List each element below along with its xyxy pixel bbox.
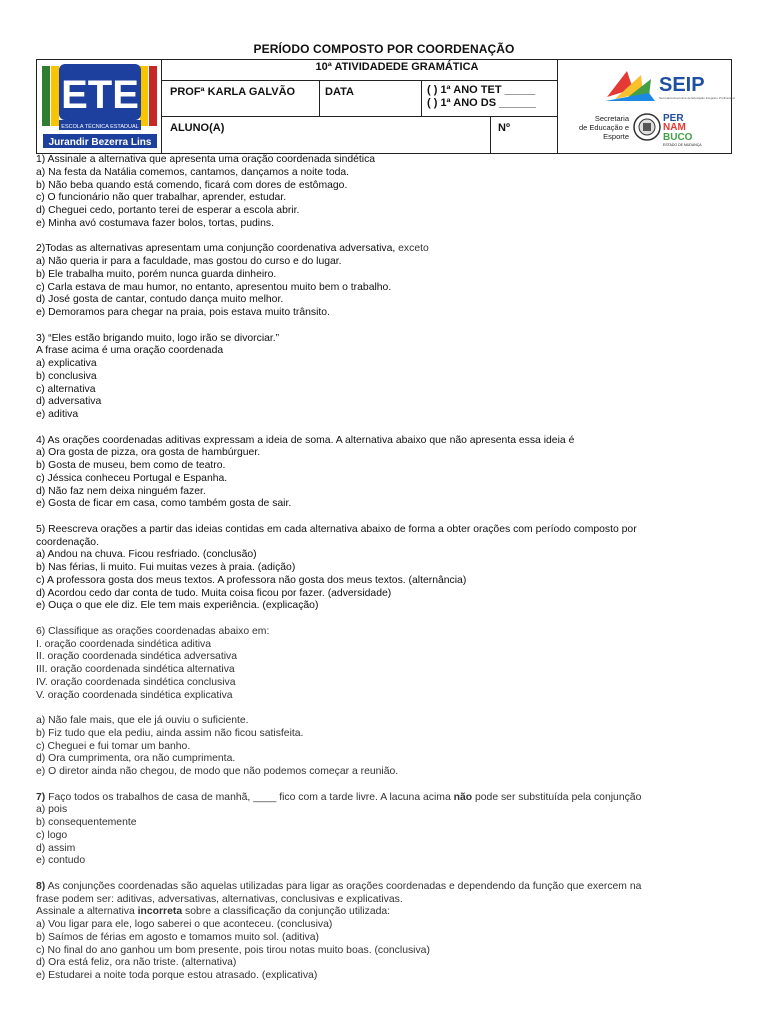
question-stem: 2)Todas as alternativas apresentam uma conjunção coordenativa adversativa, exceto	[36, 243, 429, 255]
ete-acronym: ETE	[61, 73, 139, 117]
option[interactable]: b) Não beba quando está comendo, ficará com dores de estômago.	[36, 179, 348, 191]
question-6	[36, 626, 736, 703]
state-motto: ESTADO DE MUDANÇA	[663, 143, 702, 147]
option[interactable]: a) Não fale mais, que ele já ouviu o suficiente.	[36, 715, 249, 726]
option[interactable]: e) aditiva	[36, 409, 79, 420]
option[interactable]: d) Ora cumprimenta, ora não cumprimenta.	[36, 753, 236, 765]
question-stem: 7) Faço todos os trabalhos de casa de manhã, ____ fico com a tarde livre. A lacuna acima não pode ser substituída pela conjunção	[36, 791, 642, 803]
option[interactable]: d) Não faz nem deixa ninguém fazer.	[36, 485, 206, 497]
option[interactable]: c) Cheguei e fui tomar um banho.	[36, 740, 191, 752]
option[interactable]: b) conclusiva	[36, 370, 97, 382]
option[interactable]: e) Demoramos para chegar na praia, pois estava muito trânsito.	[36, 307, 330, 318]
question-6-items	[36, 715, 736, 779]
option[interactable]: a) Vou ligar para ele, logo saberei o que aconteceu. (conclusiva)	[36, 919, 333, 930]
option[interactable]: e) Estudarei a noite toda porque estou atrasado. (explicativa)	[36, 970, 318, 981]
option[interactable]: a) Não queria ir para a faculdade, mas gostou do curso e do lugar.	[36, 256, 342, 267]
option[interactable]: a) Na festa da Natália comemos, cantamos, dançamos a noite toda.	[36, 166, 350, 178]
student-label: ALUNO(A)	[170, 122, 225, 134]
option[interactable]: a) Ora gosta de pizza, ora gosta de hambúrguer.	[36, 447, 261, 459]
state-seal-icon	[634, 114, 660, 140]
option[interactable]: e) Minha avó costumava fazer bolos, tortas, pudins.	[36, 217, 274, 229]
option[interactable]: a) explicativa	[36, 358, 97, 369]
option[interactable]: c) Jéssica conheceu Portugal e Espanha.	[36, 472, 228, 484]
question-8	[36, 881, 736, 983]
teacher-name: PROFª KARLA GALVÃO	[170, 86, 296, 98]
question-instruction: Assinale a alternativa incorreta sobre a classificação da conjunção utilizada:	[36, 906, 391, 918]
option[interactable]: e) Gosta de ficar em casa, como também gosta de sair.	[36, 498, 292, 510]
secretaria-line1: Secretaria	[594, 114, 629, 123]
class-option-ds[interactable]: ( ) 1ª ANO DS ______	[427, 97, 536, 109]
classification-type: I. oração coordenada sindética aditiva	[36, 638, 212, 650]
number-label: Nº	[498, 122, 510, 134]
question-emphasis: não	[453, 791, 473, 803]
page-title: PERÍODO COMPOSTO POR COORDENAÇÃO	[253, 42, 515, 56]
seip-book-icon	[605, 71, 655, 101]
state-line1: PER	[663, 113, 684, 124]
question-list	[36, 154, 736, 996]
class-option-tet[interactable]: ( ) 1ª ANO TET _____	[427, 84, 536, 96]
option[interactable]: c) O funcionário não quer trabalhar, aprender, estudar.	[36, 192, 287, 204]
option[interactable]: a) pois	[36, 804, 68, 816]
option[interactable]: c) A professora gosta dos meus textos. A professora não gosta dos meus textos. (alternância)	[36, 574, 467, 586]
option[interactable]: d) adversativa	[36, 396, 102, 408]
question-emphasis: exceto	[398, 243, 429, 255]
ete-subtitle: ESCOLA TÉCNICA ESTADUAL	[61, 124, 139, 130]
question-2	[36, 243, 736, 320]
seip-logo	[578, 63, 735, 152]
seip-tagline: Secretaria Executiva de Educação Integral e Profissional	[659, 96, 735, 100]
option[interactable]: a) Andou na chuva. Ficou resfriado. (conclusão)	[36, 549, 257, 561]
question-stem: 6) Classifique as orações coordenadas abaixo em:	[36, 625, 270, 637]
question-quote: 3) “Eles estão brigando muito, logo irão se divorciar.”	[36, 332, 280, 344]
option[interactable]: e) O diretor ainda não chegou, de modo que não podemos começar a reunião.	[36, 766, 399, 777]
classification-type: II. oração coordenada sindética adversativa	[36, 651, 238, 663]
option[interactable]: b) Fiz tudo que ela pediu, ainda assim não ficou satisfeita.	[36, 727, 304, 739]
secretaria-line3: Esporte	[603, 132, 629, 141]
option[interactable]: d) Acordou cedo dar conta de tudo. Muita coisa ficou por fazer. (adversidade)	[36, 587, 392, 599]
question-3	[36, 333, 736, 422]
option[interactable]: b) Saímos de férias em agosto e tomamos muito sol. (aditiva)	[36, 931, 319, 943]
question-4	[36, 435, 736, 512]
option[interactable]: c) No final do ano ganhou um bom presente, pois tirou notas muito boas. (conclusiva)	[36, 944, 430, 956]
question-stem-continued: coordenação.	[36, 536, 99, 548]
question-stem: 5) Reescreva orações a partir das ideias contidas em cada alternativa abaixo de forma a obter orações com período composto por	[36, 523, 637, 535]
question-5	[36, 524, 736, 613]
ete-school-name: Jurandir Bezerra Lins	[48, 137, 152, 148]
state-line2: NAM	[663, 122, 686, 133]
classification-type: III. oração coordenada sindética alternativa	[36, 664, 235, 675]
question-stem: A frase acima é uma oração coordenada	[36, 345, 224, 357]
option[interactable]: e) contudo	[36, 855, 86, 867]
question-stem: 8) As conjunções coordenadas são aquelas utilizadas para ligar as orações coordenadas e dependendo da função que exercem na	[36, 880, 642, 892]
option[interactable]: b) Gosta de museu, bem como de teatro.	[36, 460, 226, 471]
option[interactable]: d) José gosta de cantar, contudo dança muito melhor.	[36, 294, 284, 306]
classification-type: V. oração coordenada sindética explicativa	[36, 689, 233, 701]
classification-type: IV. oração coordenada sindética conclusiva	[36, 676, 236, 688]
question-stem: 1) Assinale a alternativa que apresenta uma oração coordenada sindética	[36, 154, 376, 165]
option[interactable]: c) alternativa	[36, 383, 96, 395]
option[interactable]: c) logo	[36, 829, 68, 841]
ete-school-logo	[39, 62, 161, 151]
question-1	[36, 154, 736, 231]
option[interactable]: b) consequentemente	[36, 817, 137, 828]
question-stem: 4) As orações coordenadas aditivas expressam a ideia de soma. A alternativa abaixo que não apresenta essa ideia é	[36, 434, 575, 446]
activity-title: 10ª ATIVIDADEDE GRAMÁTICA	[315, 61, 479, 73]
option[interactable]: b) Ele trabalha muito, porém nunca guarda dinheiro.	[36, 268, 277, 280]
option[interactable]: b) Nas férias, li muito. Fui muitas vezes à praia. (adição)	[36, 562, 296, 573]
question-emphasis: incorreta	[137, 906, 183, 918]
option[interactable]: c) Carla estava de mau humor, no entanto, apresentou muito bem o trabalho.	[36, 281, 392, 293]
header-table	[36, 59, 735, 154]
seip-acronym: SEIP	[659, 74, 705, 96]
state-line3: BUCO	[663, 132, 693, 143]
option[interactable]: d) assim	[36, 842, 76, 854]
question-7	[36, 792, 736, 869]
date-label: DATA	[325, 86, 354, 98]
question-stem-continued: frase podem ser: aditivas, adversativas, alternativas, conclusivas e explicativas.	[36, 893, 403, 905]
secretaria-line2: de Educação e	[578, 123, 629, 132]
option[interactable]: d) Cheguei cedo, portanto terei de esperar a escola abrir.	[36, 205, 300, 216]
option[interactable]: e) Ouça o que ele diz. Ele tem mais experiência. (explicação)	[36, 600, 319, 612]
option[interactable]: d) Ora está feliz, ora não triste. (alternativa)	[36, 957, 237, 969]
